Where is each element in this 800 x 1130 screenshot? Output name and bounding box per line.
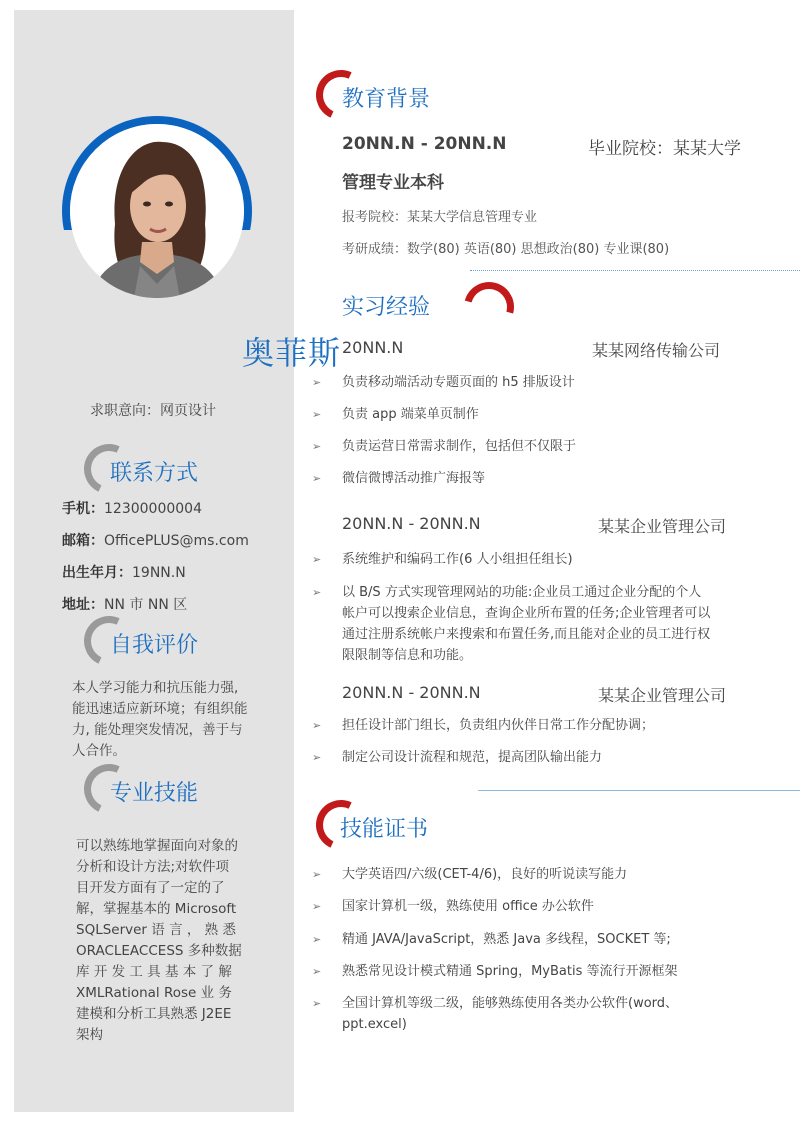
list-item [312, 993, 732, 1035]
list-item-text: 精通 JAVA/JavaScript，熟悉 Java 多线程，SOCKET 等; [342, 932, 671, 947]
email-label: 邮箱： [62, 533, 104, 549]
list-item [312, 864, 732, 885]
divider [470, 270, 800, 271]
skills-text [76, 836, 246, 1046]
list-item [312, 961, 732, 982]
avatar [62, 116, 252, 290]
list-item [312, 582, 742, 666]
bullet-icon: ➢ [312, 719, 322, 732]
text-line: XMLRational Rose 业 务 [76, 985, 232, 1001]
internship-heading-text: 实习经验 [342, 295, 431, 320]
internship-section-heading [342, 280, 542, 326]
list-item-text: 系统维护和编码工作(6 人小组担任组长) [342, 552, 573, 567]
text-line: 解，掌握基本的 Microsoft [76, 901, 237, 917]
birth-label: 出生年月： [62, 565, 132, 581]
self-eval-heading-text: 自我评价 [110, 633, 199, 658]
address-value: NN 市 NN 区 [104, 597, 188, 613]
skills-section-heading [84, 764, 284, 810]
list-item [312, 468, 732, 489]
list-item-text: 大学英语四/六级(CET-4/6)，良好的听说读写能力 [342, 867, 628, 882]
certificates-section-heading [316, 800, 516, 846]
bullet-icon: ➢ [312, 586, 322, 599]
bullet-icon: ➢ [312, 900, 322, 913]
job-company: 某某企业管理公司 [598, 686, 727, 705]
text-line: 帐户可以搜索企业信息，查询企业所布置的任务;企业管理者可以 [342, 606, 711, 621]
job-period: 20NN.N - 20NN.N [342, 683, 481, 702]
bullet-icon: ➢ [312, 553, 322, 566]
birth-value: 19NN.N [132, 565, 186, 581]
text-line: 可以熟练地掌握面向对象的 [76, 838, 238, 854]
education-heading-text: 教育背景 [342, 87, 431, 112]
text-line: 力, 能处理突发情况，善于与 [72, 722, 243, 738]
phone-value: 12300000004 [104, 501, 202, 517]
phone-label: 手机： [62, 501, 104, 517]
bullet-icon: ➢ [312, 408, 322, 421]
profile-photo [70, 124, 244, 298]
text-line: 全国计算机等级二级，能够熟练使用各类办公软件(word、 [342, 996, 679, 1011]
certificates-heading-text: 技能证书 [340, 817, 429, 842]
email-value: OfficePLUS@ms.com [104, 533, 249, 549]
list-item-text: 负责 app 端菜单页制作 [342, 407, 479, 422]
self-eval-text [72, 678, 252, 762]
list-item-text: 微信微博活动推广海报等 [342, 471, 486, 486]
bullet-icon: ➢ [312, 965, 322, 978]
job-period: 20NN.N [342, 338, 404, 357]
skills-heading-text: 专业技能 [110, 781, 199, 806]
person-icon [70, 124, 244, 298]
text-line: 以 B/S 方式实现管理网站的功能:企业员工通过企业分配的个人 [342, 585, 702, 600]
list-item [312, 549, 732, 570]
text-line: 目开发方面有了一定的了 [76, 880, 225, 896]
list-item [312, 372, 732, 393]
education-school: 毕业院校：某某大学 [588, 139, 741, 159]
address-label: 地址： [62, 597, 104, 613]
list-item-text: 国家计算机一级，熟练使用 office 办公软件 [342, 899, 594, 914]
job-period: 20NN.N - 20NN.N [342, 514, 481, 533]
contact-section-heading [84, 444, 284, 490]
bullet-icon: ➢ [312, 751, 322, 764]
text-line: 能迅速适应新环境；有组织能 [72, 701, 248, 717]
text-line: 限限制等信息和功能。 [342, 648, 473, 663]
text-line: 通过注册系统帐户来搜索和布置任务,而且能对企业的员工进行权 [342, 627, 711, 642]
job-intention: 求职意向：网页设计 [90, 403, 216, 419]
contact-phone [62, 498, 202, 518]
job-company: 某某网络传输公司 [592, 341, 721, 360]
list-item [312, 747, 732, 768]
list-item [312, 929, 732, 950]
text-line: 本人学习能力和抗压能力强, [72, 680, 239, 696]
text-line: ppt.excel) [342, 1017, 407, 1032]
red-arc-icon [455, 273, 523, 341]
text-line: 建模和分析工具熟悉 J2EE [76, 1006, 232, 1022]
education-major: 管理专业本科 [342, 173, 444, 193]
divider [478, 790, 800, 791]
list-item [312, 404, 732, 425]
candidate-name: 奥菲斯 [242, 334, 342, 372]
job-company: 某某企业管理公司 [598, 517, 727, 536]
list-item-text: 负责移动端活动专题页面的 h5 排版设计 [342, 375, 575, 390]
bullet-icon: ➢ [312, 376, 322, 389]
list-item [312, 896, 732, 917]
text-line: 人合作。 [72, 743, 126, 759]
education-scores: 考研成绩：数学(80) 英语(80) 思想政治(80) 专业课(80) [342, 242, 670, 257]
text-line: 架构 [76, 1027, 103, 1043]
education-applied: 报考院校：某某大学信息管理专业 [342, 210, 538, 225]
text-line: ORACLEACCESS 多种数据 [76, 943, 242, 959]
text-line: 分析和设计方法;对软件项 [76, 859, 230, 875]
self-eval-section-heading [84, 616, 284, 662]
bullet-icon: ➢ [312, 440, 322, 453]
list-item-text: 制定公司设计流程和规范，提高团队输出能力 [342, 750, 603, 765]
contact-email [62, 530, 249, 550]
bullet-icon: ➢ [312, 997, 322, 1010]
contact-birth [62, 562, 186, 582]
list-item-text: 担任设计部门组长，负责组内伙伴日常工作分配协调； [342, 718, 655, 733]
list-item-text [342, 993, 732, 1035]
bullet-icon: ➢ [312, 933, 322, 946]
list-item [312, 715, 732, 736]
education-section-heading [316, 70, 516, 116]
text-line: 库 开 发 工 具 基 本 了 解 [76, 964, 232, 980]
text-line: SQLServer 语 言 ， 熟 悉 [76, 922, 236, 938]
list-item-text: 负责运营日常需求制作，包括但不仅限于 [342, 439, 577, 454]
bullet-icon: ➢ [312, 868, 322, 881]
contact-heading-text: 联系方式 [110, 461, 199, 486]
bullet-icon: ➢ [312, 472, 322, 485]
education-period: 20NN.N - 20NN.N [342, 134, 507, 154]
list-item-text: 熟悉常见设计模式精通 Spring，MyBatis 等流行开源框架 [342, 964, 678, 979]
list-item-text [342, 582, 742, 666]
list-item [312, 436, 732, 457]
contact-address [62, 594, 187, 614]
